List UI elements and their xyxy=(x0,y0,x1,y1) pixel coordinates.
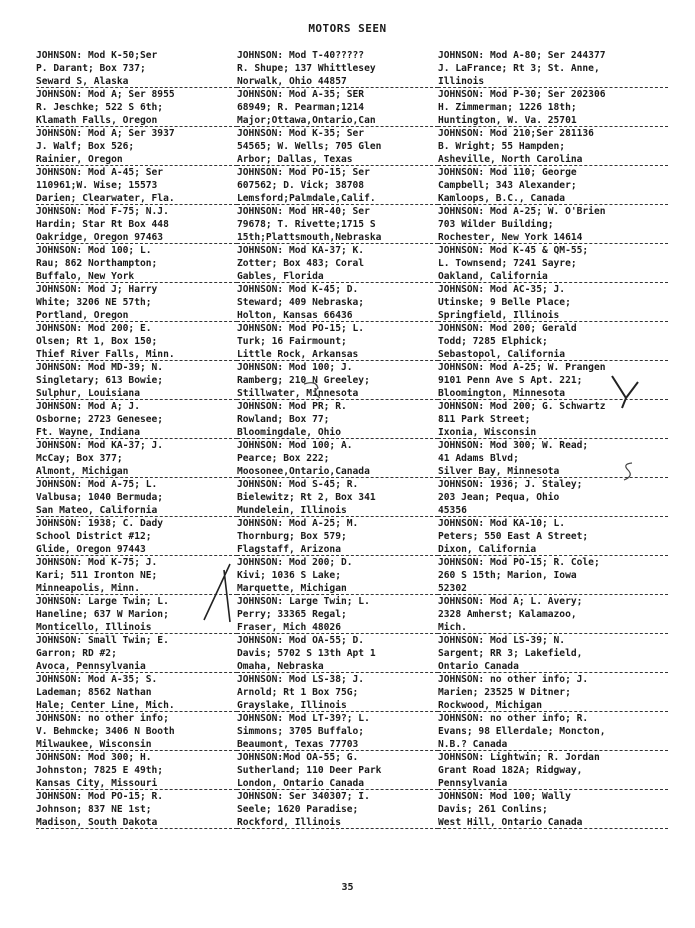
entry-model-line: JOHNSON: Mod 210;Ser 281136 xyxy=(438,128,594,139)
entry-location-line: Ixonia, Wisconsin xyxy=(438,427,668,440)
entry-location-line: Lemsford;Palmdale,Calif. xyxy=(237,193,438,206)
entry-location-line: Kansas City, Missouri xyxy=(36,778,237,791)
entry-model-line: JOHNSON: Mod K-50;Ser xyxy=(36,50,158,61)
entry-model-line: JOHNSON: Mod A-80; Ser 244377 xyxy=(438,50,606,61)
motor-entry xyxy=(438,713,668,752)
entry-model-line: JOHNSON: Mod PR; R. xyxy=(237,401,347,412)
entry-address-line: School District #12; xyxy=(36,530,152,542)
entry-address-line: 260 S 15th; Marion, Iowa xyxy=(438,569,577,581)
motor-entry xyxy=(36,50,237,89)
entry-address-line: J. Walf; Box 526; xyxy=(36,140,135,152)
entry-address-line: L. Townsend; 7241 Sayre; xyxy=(438,257,577,269)
entry-address-line: 203 Jean; Pequa, Ohio xyxy=(438,491,560,503)
entry-model-line: JOHNSON: Ser 340307; I. xyxy=(237,791,370,802)
motor-entry xyxy=(36,323,237,362)
motor-entry xyxy=(237,362,438,401)
entry-model-line: JOHNSON: Mod 100; Wally xyxy=(438,791,571,802)
entry-location-line: Mundelein, Illinois xyxy=(237,505,438,518)
entry-address-line: Singletary; 613 Bowie; xyxy=(36,374,164,386)
motor-entry xyxy=(438,479,668,518)
entry-address-line: Turk; 16 Fairmount; xyxy=(237,335,347,347)
motor-entry xyxy=(237,674,438,713)
entry-row xyxy=(36,167,668,206)
motor-entry xyxy=(237,206,438,245)
entry-model-line: JOHNSON:Mod OA-55; G. xyxy=(237,752,359,763)
entry-location-line: Stillwater, Minnesota xyxy=(237,388,438,401)
entry-address-line: Lademan; 8562 Nathan xyxy=(36,686,152,698)
motor-entry xyxy=(438,89,668,128)
entry-row xyxy=(36,362,668,401)
entry-address-line: Marien; 23525 W Ditner; xyxy=(438,686,571,698)
entry-address-line: R. Shupe; 137 Whittlesey xyxy=(237,62,376,74)
entry-location-line: Madison, South Dakota xyxy=(36,817,237,830)
entry-row xyxy=(36,401,668,440)
entry-row xyxy=(36,440,668,479)
entry-model-line: JOHNSON: Mod K-75; J. xyxy=(36,557,158,568)
entry-location-line: 52302 xyxy=(438,583,668,596)
entry-location-line: Silver Bay, Minnesota xyxy=(438,466,668,479)
motor-entry xyxy=(438,674,668,713)
entry-model-line: JOHNSON: Mod A-75; L. xyxy=(36,479,158,490)
entry-model-line: JOHNSON: Mod J; Harry xyxy=(36,284,158,295)
entry-location-line: San Mateo, California xyxy=(36,505,237,518)
entry-location-line: Rockwood, Michigan xyxy=(438,700,668,713)
page-title: MOTORS SEEN xyxy=(308,22,387,35)
entry-address-line: Perry; 33365 Regal; xyxy=(237,608,347,620)
entry-row xyxy=(36,479,668,518)
motor-entry xyxy=(237,401,438,440)
entry-location-line: Ft. Wayne, Indiana xyxy=(36,427,237,440)
motor-entry xyxy=(36,206,237,245)
entry-location-line: Minneapolis, Minn. xyxy=(36,583,237,596)
entry-address-line: Johnston; 7825 E 49th; xyxy=(36,764,164,776)
entry-address-line: Olsen; Rt 1, Box 150; xyxy=(36,335,158,347)
entry-model-line: JOHNSON: Mod 100; A. xyxy=(237,440,353,451)
motor-entry xyxy=(237,479,438,518)
entry-model-line: JOHNSON: Mod A-35; S. xyxy=(36,674,158,685)
entry-row xyxy=(36,713,668,752)
motor-entry xyxy=(36,713,237,752)
entry-model-line: JOHNSON: Mod LS-39; N. xyxy=(438,635,566,646)
entry-address-line: J. LaFrance; Rt 3; St. Anne, xyxy=(438,62,600,74)
entry-model-line: JOHNSON: Mod 300; W. Read; xyxy=(438,440,589,451)
motor-entry xyxy=(36,401,237,440)
entry-model-line: JOHNSON: Mod AC-35; J. xyxy=(438,284,566,295)
motor-entry xyxy=(36,674,237,713)
entry-model-line: JOHNSON: Mod 100; J. xyxy=(237,362,353,373)
entry-address-line: P. Darant; Box 737; xyxy=(36,62,146,74)
entry-address-line: Grant Road 182A; Ridgway, xyxy=(438,764,583,776)
entry-location-line: 45356 xyxy=(438,505,668,518)
entry-location-line: Springfield, Illinois xyxy=(438,310,668,323)
entry-address-line: 811 Park Street; xyxy=(438,413,531,425)
motor-entry xyxy=(438,128,668,167)
entry-model-line: JOHNSON: Mod PO-15; L. xyxy=(237,323,365,334)
motor-entry xyxy=(36,791,237,830)
entry-address-line: Kari; 511 Ironton NE; xyxy=(36,569,158,581)
entry-location-line: Mich. xyxy=(438,622,668,635)
entry-model-line: JOHNSON: Mod P-30; Ser 202306 xyxy=(438,89,606,100)
entry-address-line: Bielewitz; Rt 2, Box 341 xyxy=(237,491,376,503)
motor-entry xyxy=(36,167,237,206)
motor-entry xyxy=(237,284,438,323)
entry-location-line: Oakridge, Oregon 97463 xyxy=(36,232,237,245)
entry-address-line: 54565; W. Wells; 705 Glen xyxy=(237,140,382,152)
entry-model-line: JOHNSON: Mod A; L. Avery; xyxy=(438,596,583,607)
motor-entry xyxy=(36,518,237,557)
entry-model-line: JOHNSON: Large Twin; L. xyxy=(36,596,169,607)
entry-row xyxy=(36,635,668,674)
motor-entry xyxy=(438,518,668,557)
entry-model-line: JOHNSON: Mod OA-55; D. xyxy=(237,635,365,646)
entry-location-line: Portland, Oregon xyxy=(36,310,237,323)
entry-model-line: JOHNSON: Mod LS-38; J. xyxy=(237,674,365,685)
motor-entry xyxy=(237,557,438,596)
entry-model-line: JOHNSON: Mod A; Ser 3937 xyxy=(36,128,175,139)
entry-address-line: Simmons; 3705 Buffalo; xyxy=(237,725,365,737)
entry-model-line: JOHNSON: Mod A-25; M. xyxy=(237,518,359,529)
entry-address-line: 68949; R. Pearman;1214 xyxy=(237,101,365,113)
entry-location-line: Omaha, Nebraska xyxy=(237,661,438,674)
entry-model-line: JOHNSON: Mod A-25; W. Prangen xyxy=(438,362,606,373)
entry-model-line: JOHNSON: Mod K-45; D. xyxy=(237,284,359,295)
entry-address-line: H. Zimmerman; 1226 18th; xyxy=(438,101,577,113)
motor-entry xyxy=(36,752,237,791)
entry-location-line: Dixon, California xyxy=(438,544,668,557)
entry-model-line: JOHNSON: Mod LT-39?; L. xyxy=(237,713,370,724)
entry-location-line: Hale; Center Line, Mich. xyxy=(36,700,237,713)
motor-entry xyxy=(36,245,237,284)
entry-address-line: Utinske; 9 Belle Place; xyxy=(438,296,571,308)
entry-location-line: London, Ontario Canada xyxy=(237,778,438,791)
motor-entry xyxy=(438,557,668,596)
motor-entry xyxy=(438,323,668,362)
entry-row xyxy=(36,50,668,89)
entry-address-line: Hardin; Star Rt Box 448 xyxy=(36,218,169,230)
motor-entry xyxy=(438,791,668,830)
motor-entry xyxy=(438,167,668,206)
entry-location-line: Holton, Kansas 66436 xyxy=(237,310,438,323)
entry-location-line: Monticello, Illinois xyxy=(36,622,237,635)
entry-address-line: Davis; 261 Conlins; xyxy=(438,803,548,815)
entry-address-line: Campbell; 343 Alexander; xyxy=(438,179,577,191)
entry-address-line: 41 Adams Blvd; xyxy=(438,452,519,464)
entry-address-line: Arnold; Rt 1 Box 75G; xyxy=(237,686,359,698)
entry-address-line: 110961;W. Wise; 15573 xyxy=(36,179,158,191)
entry-location-line: Kamloops, B.C., Canada xyxy=(438,193,668,206)
entry-address-line: V. Behmcke; 3406 N Booth xyxy=(36,725,175,737)
entry-location-line: Marquette, Michigan xyxy=(237,583,438,596)
entry-address-line: Valbusa; 1040 Bermuda; xyxy=(36,491,164,503)
entry-row xyxy=(36,752,668,791)
entry-model-line: JOHNSON: Mod KA-37; K. xyxy=(237,245,365,256)
entry-address-line: White; 3206 NE 57th; xyxy=(36,296,152,308)
entry-row xyxy=(36,518,668,557)
entry-location-line: Gables, Florida xyxy=(237,271,438,284)
entry-model-line: JOHNSON: Mod PO-15; Ser xyxy=(237,167,370,178)
entry-location-line: Bloomingdale, Ohio xyxy=(237,427,438,440)
entry-model-line: JOHNSON: 1938; C. Dady xyxy=(36,518,164,529)
pencil-bracket-mark xyxy=(300,378,326,402)
motor-entry xyxy=(438,752,668,791)
motor-entry xyxy=(237,752,438,791)
entry-model-line: JOHNSON: Mod 100; L. xyxy=(36,245,152,256)
motor-entry xyxy=(438,284,668,323)
entry-row xyxy=(36,206,668,245)
entry-address-line: Steward; 409 Nebraska; xyxy=(237,296,365,308)
entry-location-line: Glide, Oregon 97443 xyxy=(36,544,237,557)
motor-entry xyxy=(237,713,438,752)
entry-row xyxy=(36,89,668,128)
entry-location-line: Buffalo, New York xyxy=(36,271,237,284)
pencil-squiggle-mark xyxy=(618,460,638,484)
entries-grid xyxy=(36,50,668,830)
motor-entry xyxy=(36,89,237,128)
entry-location-line: Seward S, Alaska xyxy=(36,76,237,89)
entry-model-line: JOHNSON: Mod A-25; W. O'Brien xyxy=(438,206,606,217)
entry-address-line: 607562; D. Vick; 38708 xyxy=(237,179,365,191)
entry-row xyxy=(36,674,668,713)
entry-location-line: Oakland, California xyxy=(438,271,668,284)
entry-model-line: JOHNSON: Mod PO-15; R. Cole; xyxy=(438,557,600,568)
entry-model-line: JOHNSON: Mod 110; George xyxy=(438,167,577,178)
entry-model-line: JOHNSON: Mod MD-39; N. xyxy=(36,362,164,373)
entry-address-line: Davis; 5702 S 13th Apt 1 xyxy=(237,647,376,659)
entry-model-line: JOHNSON: Lightwin; R. Jordan xyxy=(438,752,600,763)
motor-entry xyxy=(36,635,237,674)
entry-model-line: JOHNSON: Mod T-40????? xyxy=(237,50,365,61)
entry-model-line: JOHNSON: Mod A; Ser 8955 xyxy=(36,89,175,100)
entry-row xyxy=(36,128,668,167)
entry-address-line: Pearce; Box 222; xyxy=(237,452,330,464)
motor-entry xyxy=(237,89,438,128)
entry-model-line: JOHNSON: Mod 200; G. Schwartz xyxy=(438,401,606,412)
entry-model-line: JOHNSON: no other info; R. xyxy=(438,713,589,724)
motor-entry xyxy=(438,596,668,635)
motor-entry xyxy=(237,245,438,284)
entry-location-line: 15th;Plattsmouth,Nebraska xyxy=(237,232,438,245)
entry-model-line: JOHNSON: Mod 200; E. xyxy=(36,323,152,334)
entry-model-line: JOHNSON: Mod 200; Gerald xyxy=(438,323,577,334)
entry-location-line: Rainier, Oregon xyxy=(36,154,237,167)
entry-model-line: JOHNSON: Mod 300; H. xyxy=(36,752,152,763)
entry-location-line: Flagstaff, Arizona xyxy=(237,544,438,557)
entry-address-line: Zotter; Box 483; Coral xyxy=(237,257,365,269)
motor-entry xyxy=(438,206,668,245)
entry-model-line: JOHNSON: Mod PO-15; R. xyxy=(36,791,164,802)
motor-entry xyxy=(237,791,438,830)
entry-row xyxy=(36,284,668,323)
entry-model-line: JOHNSON: Large Twin; L. xyxy=(237,596,370,607)
entry-address-line: Haneline; 637 W Marion; xyxy=(36,608,169,620)
entry-location-line: Thief River Falls, Minn. xyxy=(36,349,237,362)
entry-model-line: JOHNSON: Mod K-35; Ser xyxy=(237,128,365,139)
entry-address-line: Rowland; Box 77; xyxy=(237,413,330,425)
entry-location-line: Arbor; Dallas, Texas xyxy=(237,154,438,167)
entry-address-line: Garron; RD #2; xyxy=(36,647,117,659)
entry-location-line: Rockford, Illinois xyxy=(237,817,438,830)
motor-entry xyxy=(438,50,668,89)
motor-entry xyxy=(36,128,237,167)
entry-model-line: JOHNSON: Mod A; J. xyxy=(36,401,140,412)
entry-location-line: N.B.? Canada xyxy=(438,739,668,752)
entry-address-line: R. Jeschke; 522 S 6th; xyxy=(36,101,164,113)
entry-row xyxy=(36,323,668,362)
entry-address-line: 703 Wilder Building; xyxy=(438,218,554,230)
entry-address-line: Evans; 98 Ellerdale; Moncton, xyxy=(438,725,606,737)
entry-address-line: 2328 Amherst; Kalamazoo, xyxy=(438,608,577,620)
entry-address-line: Peters; 550 East A Street; xyxy=(438,530,589,542)
motor-entry xyxy=(36,479,237,518)
motor-entry xyxy=(237,128,438,167)
entry-location-line: West Hill, Ontario Canada xyxy=(438,817,668,830)
entry-model-line: JOHNSON: Mod S-45; R. xyxy=(237,479,359,490)
entry-location-line: Bloomington, Minnesota xyxy=(438,388,668,401)
entry-location-line: Almont, Michigan xyxy=(36,466,237,479)
entry-address-line: Johnson; 837 NE 1st; xyxy=(36,803,152,815)
motor-entry xyxy=(438,635,668,674)
entry-location-line: Pennsylvania xyxy=(438,778,668,791)
entry-location-line: Illinois xyxy=(438,76,668,89)
entry-location-line: Huntington, W. Va. 25701 xyxy=(438,115,668,128)
entry-location-line: Beaumont, Texas 77703 xyxy=(237,739,438,752)
entry-location-line: Asheville, North Carolina xyxy=(438,154,668,167)
entry-model-line: JOHNSON: Mod A-35; SER xyxy=(237,89,365,100)
entry-location-line: Darien; Clearwater, Fla. xyxy=(36,193,237,206)
page-number: 35 xyxy=(341,882,354,893)
entry-location-line: Sulphur, Louisiana xyxy=(36,388,237,401)
entry-model-line: JOHNSON: Small Twin; E. xyxy=(36,635,169,646)
motor-entry xyxy=(36,440,237,479)
entry-location-line: Klamath Falls, Oregon xyxy=(36,115,237,128)
motor-entry xyxy=(237,440,438,479)
entry-model-line: JOHNSON: Mod 200; D. xyxy=(237,557,353,568)
entry-location-line: Little Rock, Arkansas xyxy=(237,349,438,362)
entry-address-line: Sutherland; 110 Deer Park xyxy=(237,764,382,776)
entry-address-line: Thornburg; Box 579; xyxy=(237,530,347,542)
entry-location-line: Avoca, Pennsylvania xyxy=(36,661,237,674)
motor-entry xyxy=(237,635,438,674)
entry-location-line: Ontario Canada xyxy=(438,661,668,674)
entry-address-line: Osborne; 2723 Genesee; xyxy=(36,413,164,425)
entry-location-line: Fraser, Mich 48026 xyxy=(237,622,438,635)
entry-address-line: 9101 Penn Ave S Apt. 221; xyxy=(438,374,583,386)
entry-location-line: Norwalk, Ohio 44857 xyxy=(237,76,438,89)
entry-model-line: JOHNSON: Mod KA-10; L. xyxy=(438,518,566,529)
pencil-slash-mark xyxy=(200,562,234,624)
motor-entry xyxy=(237,50,438,89)
entry-model-line: JOHNSON: Mod F-75; N.J. xyxy=(36,206,169,217)
entry-address-line: Ramberg; 210 N Greeley; xyxy=(237,374,370,386)
entry-model-line: JOHNSON: no other info; J. xyxy=(438,674,589,685)
entry-location-line: Moosonee,Ontario,Canada xyxy=(237,466,438,479)
entry-location-line: Major;Ottawa,Ontario,Can xyxy=(237,115,438,128)
entry-address-line: Kivi; 1036 S Lake; xyxy=(237,569,341,581)
motor-entry xyxy=(237,596,438,635)
entry-location-line: Milwaukee, Wisconsin xyxy=(36,739,237,752)
entry-address-line: B. Wright; 55 Hampden; xyxy=(438,140,566,152)
motor-entry xyxy=(237,518,438,557)
motor-entry xyxy=(237,323,438,362)
entry-address-line: 79678; T. Rivette;1715 S xyxy=(237,218,376,230)
entry-location-line: Rochester, New York 14614 xyxy=(438,232,668,245)
pencil-arrow-mark xyxy=(608,374,648,410)
entry-row xyxy=(36,245,668,284)
entry-location-line: Grayslake, Illinois xyxy=(237,700,438,713)
entry-model-line: JOHNSON: Mod HR-40; Ser xyxy=(237,206,370,217)
motor-entry xyxy=(36,284,237,323)
entry-address-line: Seele; 1620 Paradise; xyxy=(237,803,359,815)
entry-address-line: Rau; 862 Northampton; xyxy=(36,257,158,269)
motor-entry xyxy=(438,245,668,284)
entry-row xyxy=(36,791,668,830)
entry-address-line: Sargent; RR 3; Lakefield, xyxy=(438,647,583,659)
motor-entry xyxy=(237,167,438,206)
entry-address-line: McCay; Box 377; xyxy=(36,452,123,464)
entry-row xyxy=(36,557,668,596)
entry-model-line: JOHNSON: Mod A-45; Ser xyxy=(36,167,164,178)
entry-row xyxy=(36,596,668,635)
entry-address-line: Todd; 7285 Elphick; xyxy=(438,335,548,347)
entry-location-line: Sebastopol, California xyxy=(438,349,668,362)
motor-entry xyxy=(36,362,237,401)
entry-model-line: JOHNSON: Mod KA-37; J. xyxy=(36,440,164,451)
entry-model-line: JOHNSON: Mod K-45 & QM-55; xyxy=(438,245,589,256)
entry-model-line: JOHNSON: 1936; J. Staley; xyxy=(438,479,583,490)
entry-model-line: JOHNSON: no other info; xyxy=(36,713,169,724)
